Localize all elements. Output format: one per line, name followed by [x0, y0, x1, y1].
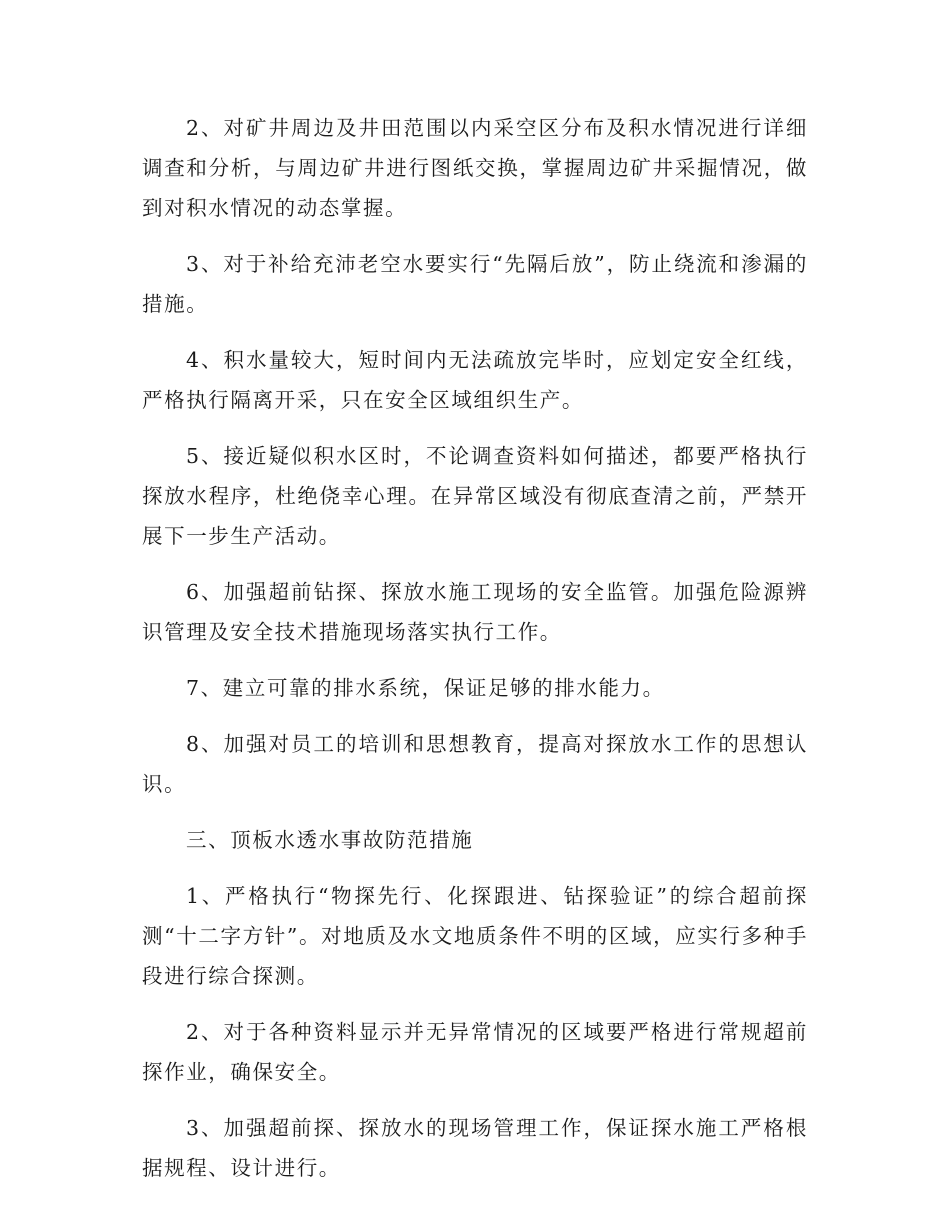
- section-heading: 三、顶板水透水事故防范措施: [186, 828, 474, 852]
- paragraph-item-7: 7、建立可靠的排水系统，保证足够的排水能力。: [186, 676, 665, 700]
- paragraph-item-6: 6、加强超前钻探、探放水施工现场的安全监管。加强危险源辨识管理及安全技术措施现场落实执行工作。: [142, 580, 808, 644]
- paragraph-item-roof-3: 3、加强超前探、探放水的现场管理工作，保证探水施工严格根据规程、设计进行。: [142, 1116, 808, 1180]
- paragraph-item-3: 3、对于补给充沛老空水要实行“先隔后放”，防止绕流和渗漏的措施。: [142, 252, 808, 316]
- paragraph-item-4: 4、积水量较大，短时间内无法疏放完毕时，应划定安全红线，严格执行隔离开采，只在安全区域组织生产。: [142, 348, 808, 412]
- paragraph-item-5: 5、接近疑似积水区时，不论调查资料如何描述，都要严格执行探放水程序，杜绝侥幸心理。在异常区域没有彻底查清之前，严禁开展下一步生产活动。: [142, 444, 808, 548]
- paragraph-item-roof-2: 2、对于各种资料显示并无异常情况的区域要严格进行常规超前探作业，确保安全。: [142, 1020, 808, 1084]
- paragraph-item-roof-1: 1、严格执行“物探先行、化探跟进、钻探验证”的综合超前探测“十二字方针”。对地质及水文地质条件不明的区域，应实行多种手段进行综合探测。: [142, 884, 808, 988]
- paragraph-item-2: 2、对矿井周边及井田范围以内采空区分布及积水情况进行详细调查和分析，与周边矿井进行图纸交换，掌握周边矿井采掘情况，做到对积水情况的动态掌握。: [142, 116, 808, 220]
- paragraph-item-8: 8、加强对员工的培训和思想教育，提高对探放水工作的思想认识。: [142, 732, 808, 796]
- document-body: [142, 108, 808, 1204]
